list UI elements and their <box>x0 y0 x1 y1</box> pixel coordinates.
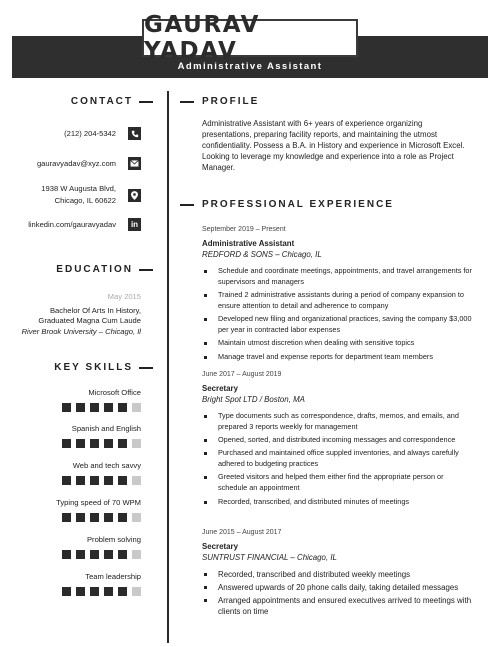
rating-dot-filled <box>90 476 99 485</box>
bullet: Recorded, transcribed and distributed weekly meetings <box>202 569 474 580</box>
education-heading-text: EDUCATION <box>56 264 133 275</box>
rating-dot-filled <box>104 513 113 522</box>
education-date: May 2015 <box>107 292 141 301</box>
bullet: Manage travel and expense reports for department team members <box>202 352 474 363</box>
skill-item <box>62 572 141 596</box>
contact-phone <box>64 127 141 140</box>
bullet: Recorded, transcribed, and distributed minutes of meetings <box>202 497 474 508</box>
rating-dot-filled <box>118 587 127 596</box>
rating-dot-filled <box>90 587 99 596</box>
map-pin-icon <box>128 189 141 202</box>
rating-dot-filled <box>118 513 127 522</box>
rating-dot-filled <box>62 476 71 485</box>
job-bullets <box>202 569 474 617</box>
bullet: Type documents such as correspondence, drafts, memos, and emails, and prepared 3 reports weekly for management <box>202 411 474 433</box>
rating-dot-filled <box>76 550 85 559</box>
job-company: REDFORD & SONS – Chicago, IL <box>202 250 322 259</box>
contact-heading-text: CONTACT <box>70 96 133 107</box>
skill-label: Typing speed of 70 WPM <box>56 498 141 507</box>
experience-heading-text: PROFESSIONAL EXPERIENCE <box>202 199 394 210</box>
experience-heading <box>180 199 394 210</box>
email-text: gauravyadav@xyz.com <box>36 158 116 168</box>
column-divider <box>167 91 169 643</box>
bullet: Opened, sorted, and distributed incoming messages and correspondence <box>202 435 474 446</box>
contact-heading <box>71 96 153 107</box>
job-role: Administrative Assistant <box>202 239 295 248</box>
job-date: September 2019 – Present <box>202 226 286 233</box>
rating-dot-filled <box>62 550 71 559</box>
address-text <box>41 183 116 207</box>
job-date: June 2015 – August 2017 <box>202 529 282 536</box>
rating-dot-filled <box>76 403 85 412</box>
rating-dot-filled <box>90 550 99 559</box>
rating-dot-filled <box>104 550 113 559</box>
job-bullets <box>202 411 474 507</box>
skill-item <box>62 388 141 412</box>
rating-dot-filled <box>62 513 71 522</box>
skill-label: Problem solving <box>86 535 141 544</box>
rating-dot-filled <box>90 439 99 448</box>
rating-dot-empty <box>132 439 141 448</box>
education-school: River Brook University – Chicago, Il <box>21 326 141 336</box>
rating-dot-filled <box>76 587 85 596</box>
rating-dot-empty <box>132 476 141 485</box>
skill-item <box>62 461 141 485</box>
candidate-name: GAURAV YADAV <box>144 12 260 64</box>
linkedin-icon: in <box>128 218 141 231</box>
address-line2: Chicago, IL 60622 <box>54 196 116 205</box>
contact-linkedin <box>28 218 141 231</box>
heading-rule <box>139 367 153 369</box>
rating-dot-empty <box>132 513 141 522</box>
rating-dot-filled <box>118 550 127 559</box>
education-honors: Graduated Magna Cum Laude <box>38 316 141 325</box>
profile-heading-text: PROFILE <box>202 96 260 107</box>
bullet: Purchased and maintained office suppled inventories, and always carefully adhered to budgeting practices <box>202 448 474 470</box>
heading-rule <box>180 204 194 206</box>
job-date: June 2017 – August 2019 <box>202 371 282 378</box>
phone-text: (212) 204-5342 <box>64 128 116 138</box>
job-company: Bright Spot LTD / Boston, MA <box>202 395 305 404</box>
bullet: Developed new filing and organizational practices, saving the company $3,000 per year in contracted labor expenses <box>202 314 474 336</box>
bullet: Schedule and coordinate meetings, appointments, and travel arrangements for supervisors and managers <box>202 266 474 288</box>
rating-dot-filled <box>62 403 71 412</box>
rating-dot-filled <box>104 439 113 448</box>
rating-dot-empty <box>132 403 141 412</box>
rating-dot-filled <box>62 439 71 448</box>
candidate-title: Administrative Assistant <box>177 61 323 72</box>
rating-dot-filled <box>76 439 85 448</box>
rating-dot-filled <box>104 403 113 412</box>
profile-summary: Administrative Assistant with 6+ years of experience organizing presentations, preparing facility reports, and maintaining the utmost confidentiality. Possess a B.A. in History and experience in Microsoft Excel. Looking to leverage my knowledge and experience into a role as Project Manager. <box>202 119 465 172</box>
skill-rating <box>62 439 141 448</box>
job-bullets <box>202 266 474 362</box>
profile-block <box>202 118 474 173</box>
job-2 <box>202 529 474 619</box>
job-company: SUNTRUST FINANCIAL – Chicago, IL <box>202 553 337 562</box>
skill-rating <box>62 476 141 485</box>
skill-rating <box>56 513 141 522</box>
skill-label: Microsoft Office <box>88 388 141 397</box>
job-0 <box>202 226 474 365</box>
contact-address <box>41 183 141 207</box>
rating-dot-filled <box>76 476 85 485</box>
skill-item <box>62 424 141 448</box>
skill-item <box>56 498 141 522</box>
linkedin-text[interactable]: linkedin.com/gauravyadav <box>28 219 116 229</box>
rating-dot-filled <box>90 513 99 522</box>
skill-rating <box>62 550 141 559</box>
skill-label: Team leadership <box>85 572 141 581</box>
job-role: Secretary <box>202 542 238 551</box>
bullet: Arranged appointments and ensured executives arrived to meetings with clients on time <box>202 595 474 617</box>
rating-dot-filled <box>118 476 127 485</box>
skills-heading <box>54 362 153 373</box>
bullet: Maintain utmost discretion when dealing with sensitive topics <box>202 338 474 349</box>
rating-dot-filled <box>62 587 71 596</box>
rating-dot-filled <box>90 403 99 412</box>
envelope-icon <box>128 157 141 170</box>
rating-dot-filled <box>104 476 113 485</box>
address-line1: 1938 W Augusta Blvd, <box>41 184 116 193</box>
skill-label: Spanish and English <box>71 424 141 433</box>
bullet: Answered upwards of 20 phone calls daily, taking detailed messages <box>202 582 474 593</box>
name-box <box>142 12 358 64</box>
contact-email <box>37 157 141 170</box>
rating-dot-filled <box>76 513 85 522</box>
bullet: Trained 2 administrative assistants during a period of company expansion to ensure attention to detail and adherence to company <box>202 290 474 312</box>
job-role: Secretary <box>202 384 238 393</box>
heading-rule <box>139 101 153 103</box>
skills-heading-text: KEY SKILLS <box>54 362 133 373</box>
profile-heading <box>180 96 259 107</box>
skill-rating <box>62 403 141 412</box>
rating-dot-empty <box>132 587 141 596</box>
rating-dot-filled <box>118 439 127 448</box>
rating-dot-filled <box>104 587 113 596</box>
skill-rating <box>62 587 141 596</box>
heading-rule <box>139 269 153 271</box>
bullet: Greeted visitors and helped them either find the appropriate person or schedule an appointment <box>202 472 474 494</box>
job-1 <box>202 371 474 510</box>
rating-dot-filled <box>118 403 127 412</box>
education-entry <box>22 292 141 337</box>
phone-icon <box>128 127 141 140</box>
rating-dot-empty <box>132 550 141 559</box>
skill-item <box>62 535 141 559</box>
skill-label: Web and tech savvy <box>72 461 141 470</box>
education-heading <box>56 264 153 275</box>
education-degree: Bachelor Of Arts In History, <box>49 305 141 315</box>
heading-rule <box>180 101 194 103</box>
